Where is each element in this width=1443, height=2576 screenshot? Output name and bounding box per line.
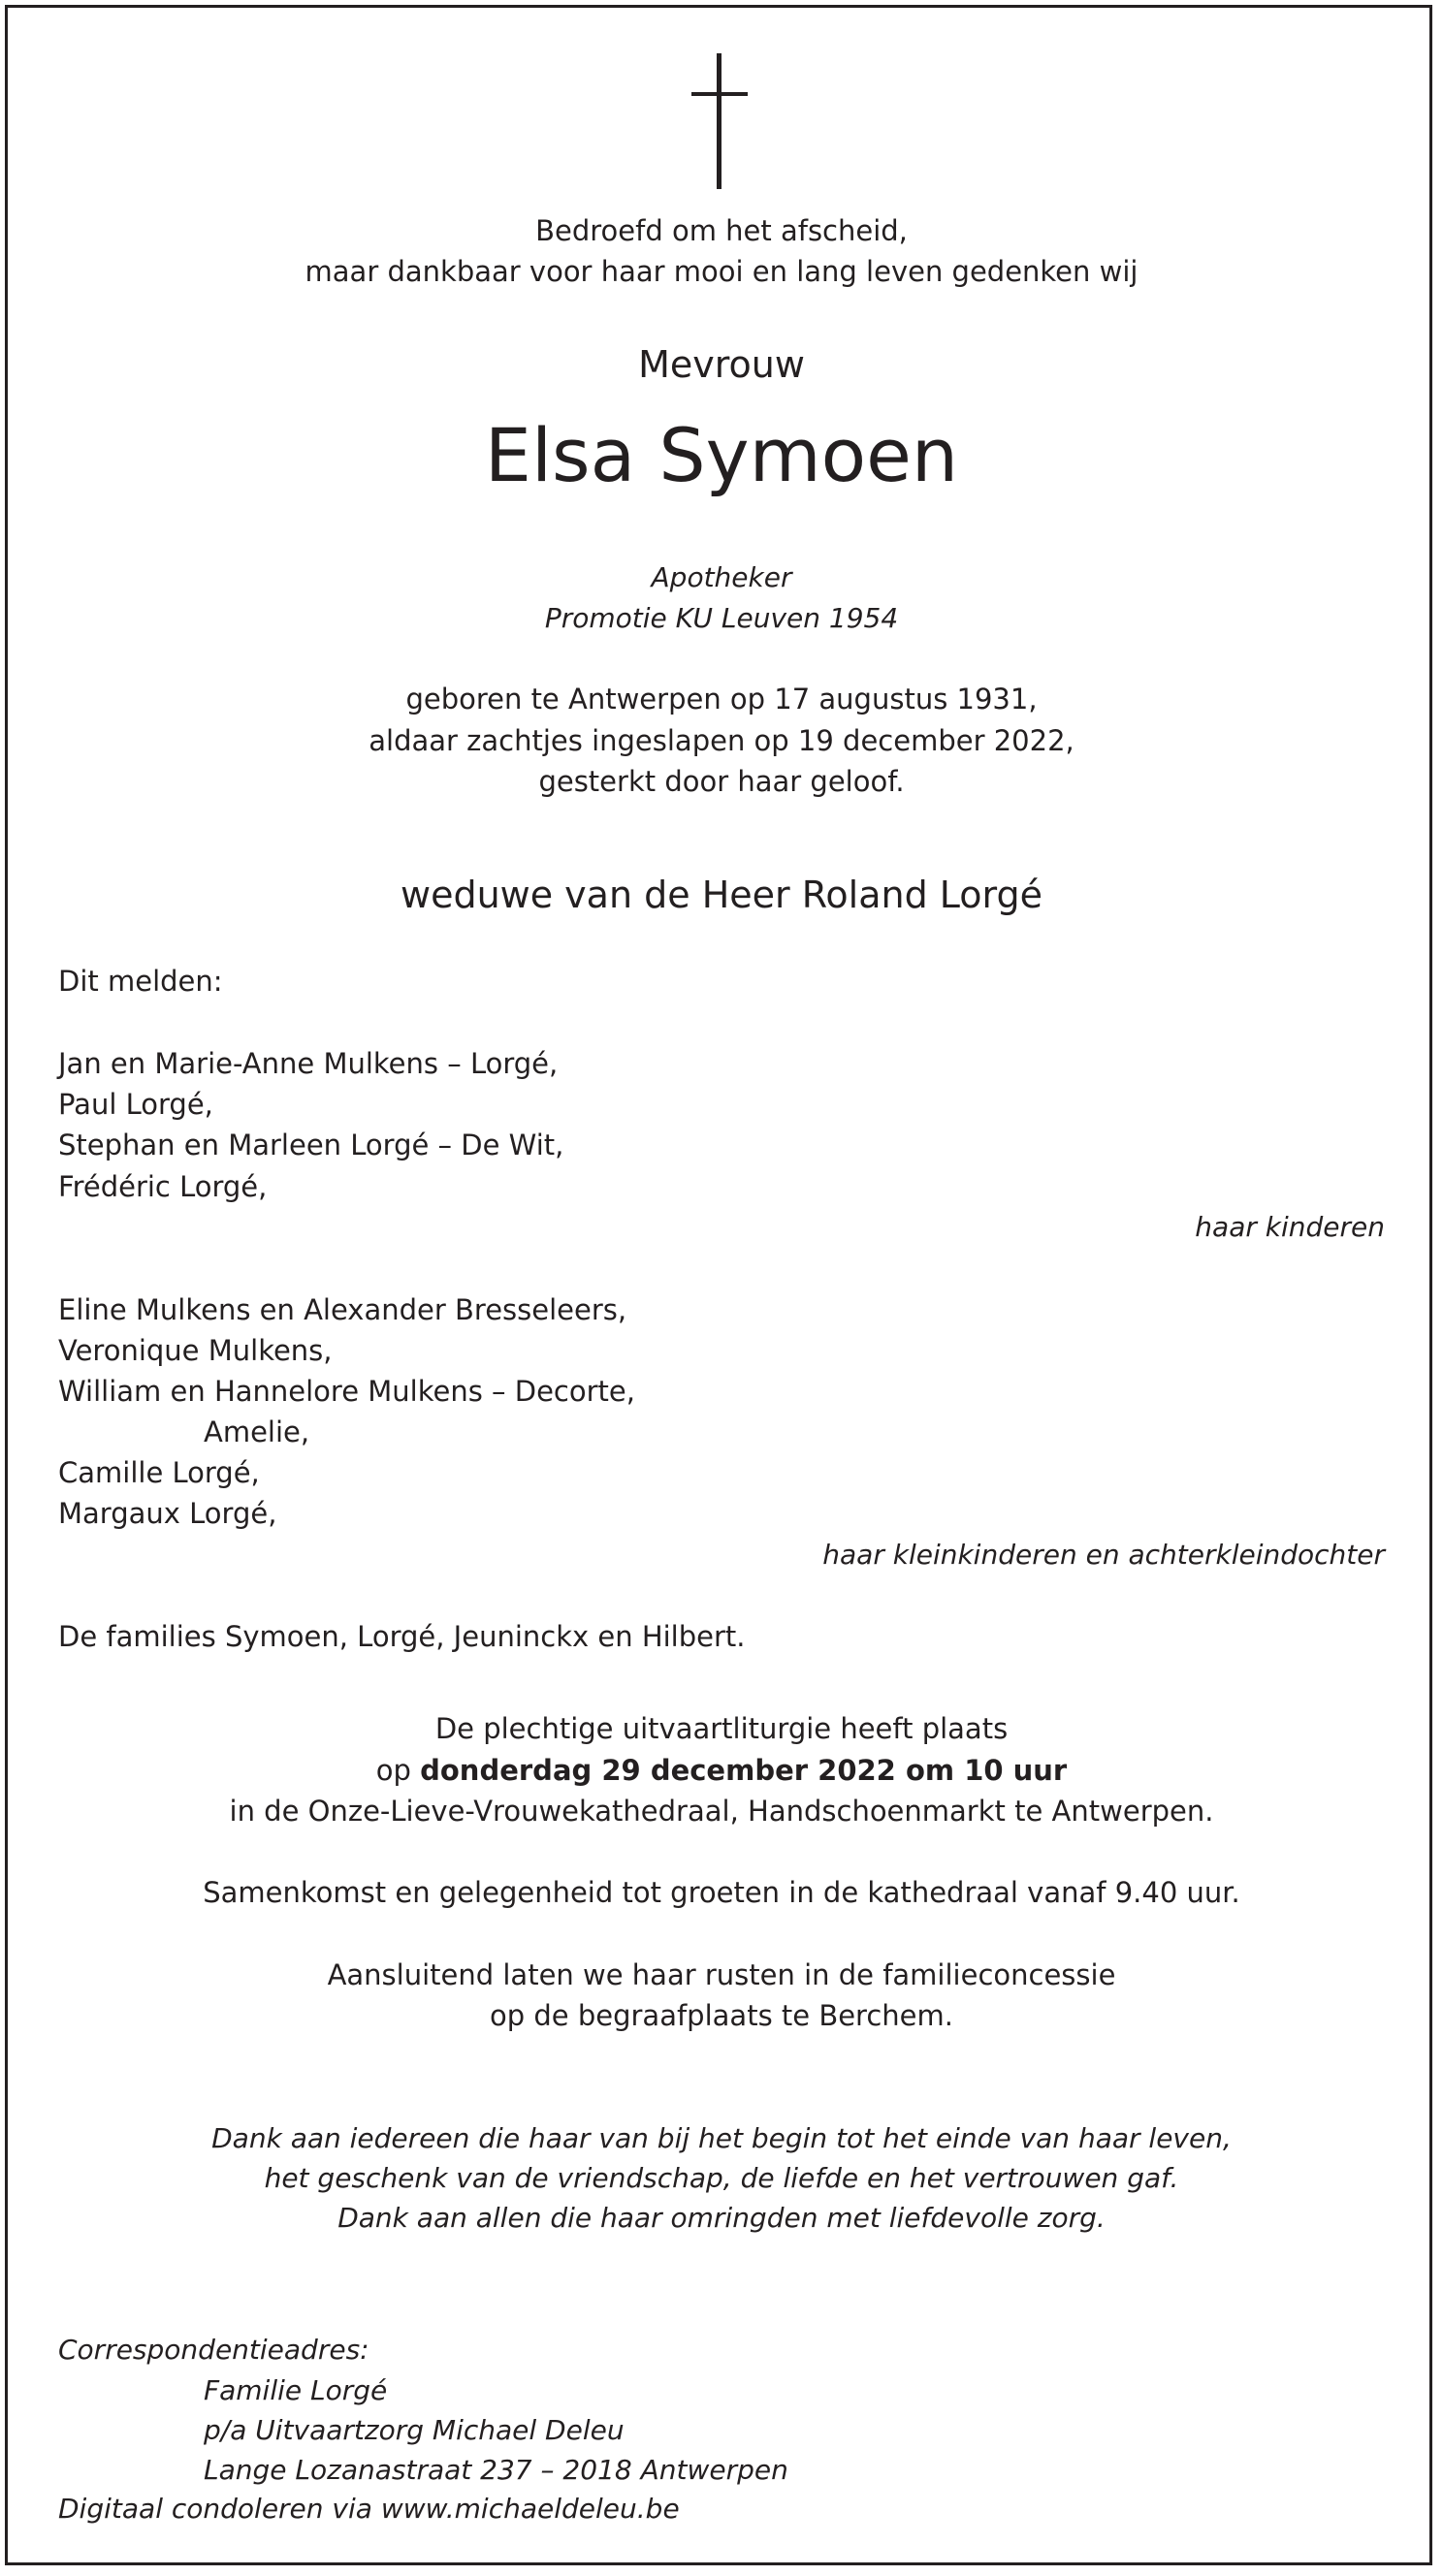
correspondence-family: Familie Lorgé: [204, 2374, 388, 2406]
widow-line: weduwe van de Heer Roland Lorgé: [400, 874, 1043, 916]
great-grandchild-name: Amelie,: [204, 1415, 310, 1448]
burial-line-2: op de begraafplaats te Berchem.: [490, 1999, 953, 2032]
deceased-name: Elsa Symoen: [484, 412, 959, 498]
thanks-line-2: het geschenk van de vriendschap, de liefde en het vertrouwen gaf.: [264, 2162, 1179, 2194]
birth-line: geboren te Antwerpen op 17 augustus 1931,: [405, 683, 1038, 716]
funeral-date-prefix: op: [375, 1754, 411, 1787]
grandchild-name: Camille Lorgé,: [58, 1456, 260, 1489]
correspondence-address: Lange Lozanastraat 237 – 2018 Antwerpen: [204, 2454, 788, 2486]
profession: Apotheker: [651, 561, 792, 593]
grandchildren-role: haar kleinkinderen en achterkleindochter: [822, 1539, 1385, 1571]
grandchild-name: Eline Mulkens en Alexander Bresseleers,: [58, 1293, 627, 1326]
online-condolences: Digitaal condoleren via www.michaeldeleu.be: [58, 2493, 680, 2525]
child-name: Frédéric Lorgé,: [58, 1170, 268, 1203]
grandchild-name: Margaux Lorgé,: [58, 1497, 277, 1530]
thanks-line-1: Dank aan iedereen die haar van bij het begin tot het einde van haar leven,: [211, 2122, 1232, 2154]
faith-line: gesterkt door haar geloof.: [538, 765, 905, 798]
thanks-line-3: Dank aan allen die haar omringden met liefdevolle zorg.: [337, 2202, 1106, 2234]
funeral-location: in de Onze-Lieve-Vrouwekathedraal, Handschoenmarkt te Antwerpen.: [229, 1795, 1214, 1828]
intro-line-2: maar dankbaar voor haar mooi en lang leven gedenken wij: [305, 255, 1138, 288]
death-line: aldaar zachtjes ingeslapen op 19 december 2022,: [369, 724, 1074, 757]
intro-line-1: Bedroefd om het afscheid,: [535, 214, 908, 247]
burial-line-1: Aansluitend laten we haar rusten in de familieconcessie: [327, 1958, 1116, 1991]
gathering-line: Samenkomst en gelegenheid tot groeten in de kathedraal vanaf 9.40 uur.: [203, 1876, 1240, 1909]
children-role: haar kinderen: [1195, 1211, 1385, 1243]
announce-label: Dit melden:: [58, 965, 223, 998]
correspondence-label: Correspondentieadres:: [58, 2334, 369, 2366]
funeral-date: donderdag 29 december 2022 om 10 uur: [420, 1754, 1068, 1787]
families-line: De families Symoen, Lorgé, Jeuninckx en Hilbert.: [58, 1620, 746, 1653]
honorific: Mevrouw: [638, 343, 805, 386]
grandchild-name: Veronique Mulkens,: [58, 1334, 333, 1367]
child-name: Paul Lorgé,: [58, 1088, 213, 1121]
funeral-date-line: [0, 1754, 1443, 1787]
grandchild-name: William en Hannelore Mulkens – Decorte,: [58, 1375, 635, 1408]
promotion: Promotie KU Leuven 1954: [544, 602, 899, 634]
funeral-line-1: De plechtige uitvaartliturgie heeft plaats: [434, 1712, 1009, 1745]
child-name: Stephan en Marleen Lorgé – De Wit,: [58, 1129, 564, 1161]
child-name: Jan en Marie-Anne Mulkens – Lorgé,: [58, 1047, 559, 1080]
correspondence-care: p/a Uitvaartzorg Michael Deleu: [204, 2414, 625, 2446]
